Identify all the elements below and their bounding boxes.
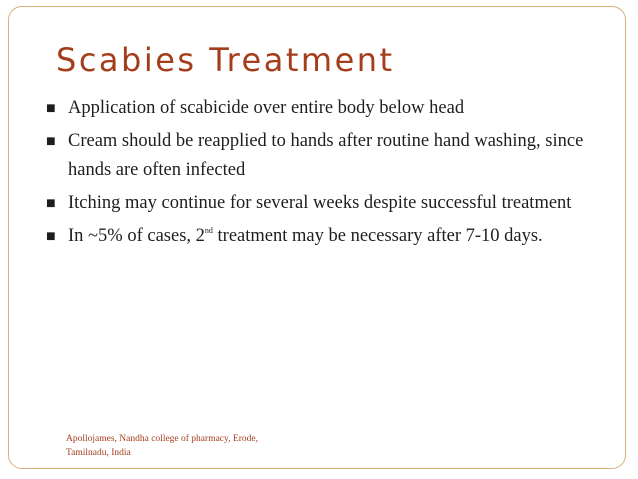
bullet-list — [46, 94, 606, 255]
bullet-text: Itching may continue for several weeks despite successful treatment — [68, 193, 572, 213]
bullet-square-icon: ■ — [46, 100, 56, 117]
footer-line-2: Tamilnadu, India — [66, 448, 131, 458]
bullet-item — [46, 127, 606, 185]
slide-title: Scabies Treatment — [56, 41, 395, 79]
bullet-square-icon: ■ — [46, 133, 56, 150]
bullet-item — [46, 189, 606, 218]
bullet-item — [46, 222, 606, 251]
ordinal-superscript: nd — [204, 226, 213, 235]
bullet-text: Cream should be reapplied to hands after routine hand washing, since hands are often infected — [68, 131, 584, 180]
bullet-text-before: In ~5% of cases, 2 — [68, 226, 205, 246]
bullet-text-after: treatment may be necessary after 7-10 days. — [212, 226, 543, 246]
bullet-item — [46, 94, 606, 123]
bullet-square-icon: ■ — [46, 195, 56, 212]
bullet-text: Application of scabicide over entire body below head — [68, 98, 465, 118]
footer-line-1: Apollojames, Nandha college of pharmacy, Erode, — [66, 434, 258, 444]
bullet-square-icon: ■ — [46, 228, 56, 245]
slide-footer — [66, 432, 366, 460]
